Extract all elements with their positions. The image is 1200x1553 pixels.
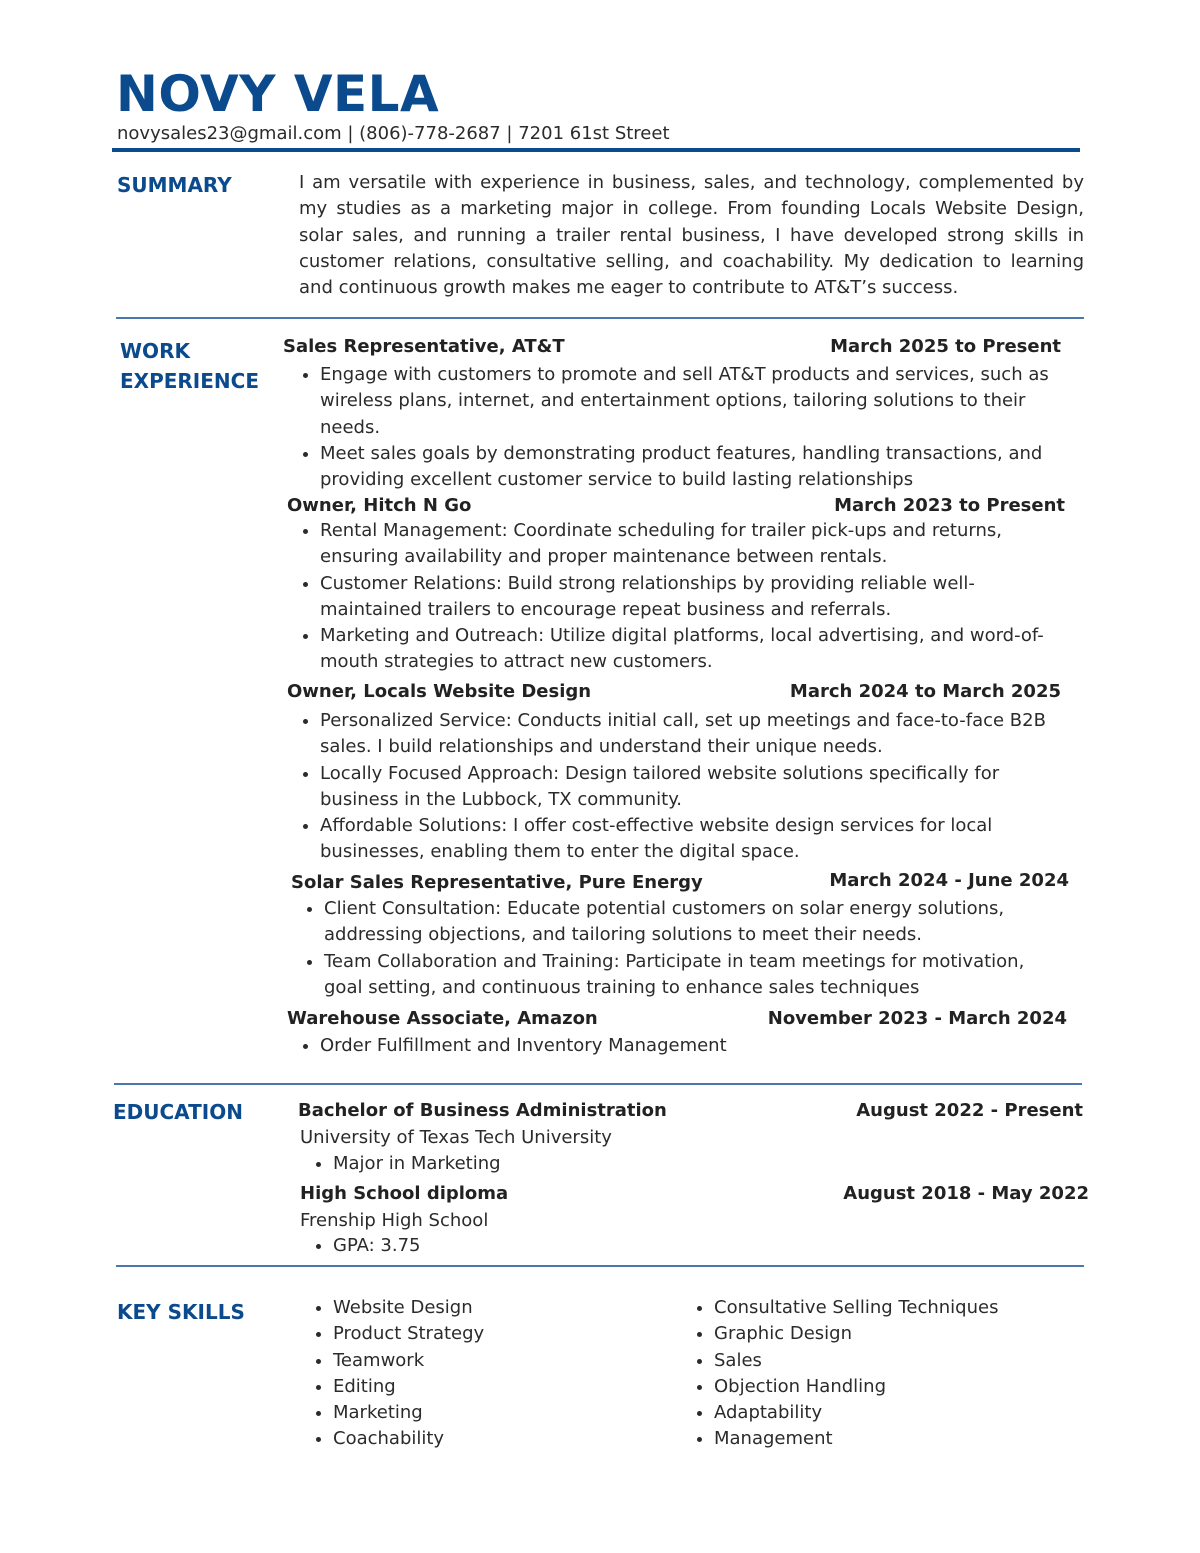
- degree-title: Bachelor of Business Administration: [298, 1100, 667, 1121]
- skill-item: Marketing: [333, 1400, 673, 1426]
- education-date: August 2018 - May 2022: [843, 1183, 1089, 1204]
- skill-item: Website Design: [333, 1295, 673, 1321]
- list-item: Client Consultation: Educate potential customers on solar energy solutions, addressing objections, and tailoring solutions to meet their needs.: [324, 896, 1064, 949]
- job-bullets: [304, 896, 1064, 1001]
- skill-item: Editing: [333, 1374, 673, 1400]
- job-bullets: [300, 362, 1060, 493]
- job-date: November 2023 - March 2024: [767, 1008, 1067, 1029]
- section-divider: [116, 1265, 1084, 1267]
- section-divider: [114, 1083, 1082, 1085]
- list-item: Affordable Solutions: I offer cost-effective website design services for local businesses, enabling them to enter the digital space.: [320, 813, 1060, 866]
- education-details: [313, 1233, 733, 1259]
- list-item: Meet sales goals by demonstrating product features, handling transactions, and providing excellent customer service to build lasting relationships: [320, 441, 1060, 494]
- skills-list-left: [313, 1295, 673, 1453]
- job-date: March 2025 to Present: [830, 336, 1061, 357]
- contact-line: novysales23@gmail.com | (806)-778-2687 | 7201 61st Street: [117, 123, 670, 144]
- skill-item: Adaptability: [714, 1400, 1114, 1426]
- skill-item: Sales: [714, 1348, 1114, 1374]
- skill-item: Coachability: [333, 1426, 673, 1452]
- section-divider: [116, 317, 1084, 319]
- work-heading-line2: EXPERIENCE: [120, 369, 259, 393]
- list-item: Locally Focused Approach: Design tailored website solutions specifically for business in the Lubbock, TX community.: [320, 761, 1060, 814]
- job-title: Owner, Hitch N Go: [287, 495, 472, 516]
- job-bullets: [300, 708, 1060, 866]
- skill-item: Teamwork: [333, 1348, 673, 1374]
- list-item: Personalized Service: Conducts initial call, set up meetings and face-to-face B2B sales. I build relationships and understand their unique needs.: [320, 708, 1060, 761]
- education-details: [313, 1151, 733, 1177]
- skill-item: Objection Handling: [714, 1374, 1114, 1400]
- list-item: Major in Marketing: [333, 1151, 733, 1177]
- candidate-name: NOVY VELA: [116, 65, 440, 123]
- list-item: Rental Management: Coordinate scheduling for trailer pick-ups and returns, ensuring availability and proper maintenance between rentals.: [320, 518, 1060, 571]
- school-name: University of Texas Tech University: [300, 1127, 612, 1148]
- job-title: Warehouse Associate, Amazon: [287, 1008, 598, 1029]
- list-item: Engage with customers to promote and sell AT&T products and services, such as wireless plans, internet, and entertainment options, tailoring solutions to their needs.: [320, 362, 1060, 441]
- job-title: Sales Representative, AT&T: [283, 336, 565, 357]
- work-heading-line1: WORK: [120, 339, 190, 363]
- list-item: Marketing and Outreach: Utilize digital platforms, local advertising, and word-of-mouth strategies to attract new customers.: [320, 623, 1060, 676]
- job-bullets: [300, 1033, 1060, 1059]
- list-item: Order Fulfillment and Inventory Management: [320, 1033, 1060, 1059]
- summary-heading: SUMMARY: [117, 173, 232, 197]
- header-divider: [112, 148, 1080, 152]
- education-date: August 2022 - Present: [856, 1100, 1083, 1121]
- skill-item: Management: [714, 1426, 1114, 1452]
- job-date: March 2024 - June 2024: [829, 870, 1069, 891]
- skill-item: Graphic Design: [714, 1321, 1114, 1347]
- job-title: Owner, Locals Website Design: [287, 681, 592, 702]
- education-heading: EDUCATION: [113, 1100, 243, 1124]
- job-date: March 2024 to March 2025: [789, 681, 1061, 702]
- skill-item: Consultative Selling Techniques: [714, 1295, 1114, 1321]
- job-title: Solar Sales Representative, Pure Energy: [291, 872, 703, 893]
- school-name: Frenship High School: [300, 1210, 489, 1231]
- summary-text: I am versatile with experience in business, sales, and technology, complemented by my studies as a marketing major in college. From founding Locals Website Design, solar sales, and running a trailer rental business, I have developed strong skills in customer relations, consultative selling, and coachability. My dedication to learning and continuous growth makes me eager to contribute to AT&T’s success.: [299, 172, 1084, 299]
- list-item: Team Collaboration and Training: Participate in team meetings for motivation, goal setting, and continuous training to enhance sales techniques: [324, 949, 1064, 1002]
- job-date: March 2023 to Present: [834, 495, 1065, 516]
- degree-title: High School diploma: [300, 1183, 509, 1204]
- list-item: GPA: 3.75: [333, 1233, 733, 1259]
- skill-item: Product Strategy: [333, 1321, 673, 1347]
- skills-list-right: [694, 1295, 1114, 1453]
- job-bullets: [300, 518, 1060, 676]
- skills-heading: KEY SKILLS: [117, 1300, 245, 1324]
- list-item: Customer Relations: Build strong relationships by providing reliable well-maintained trailers to encourage repeat business and referrals.: [320, 571, 1060, 624]
